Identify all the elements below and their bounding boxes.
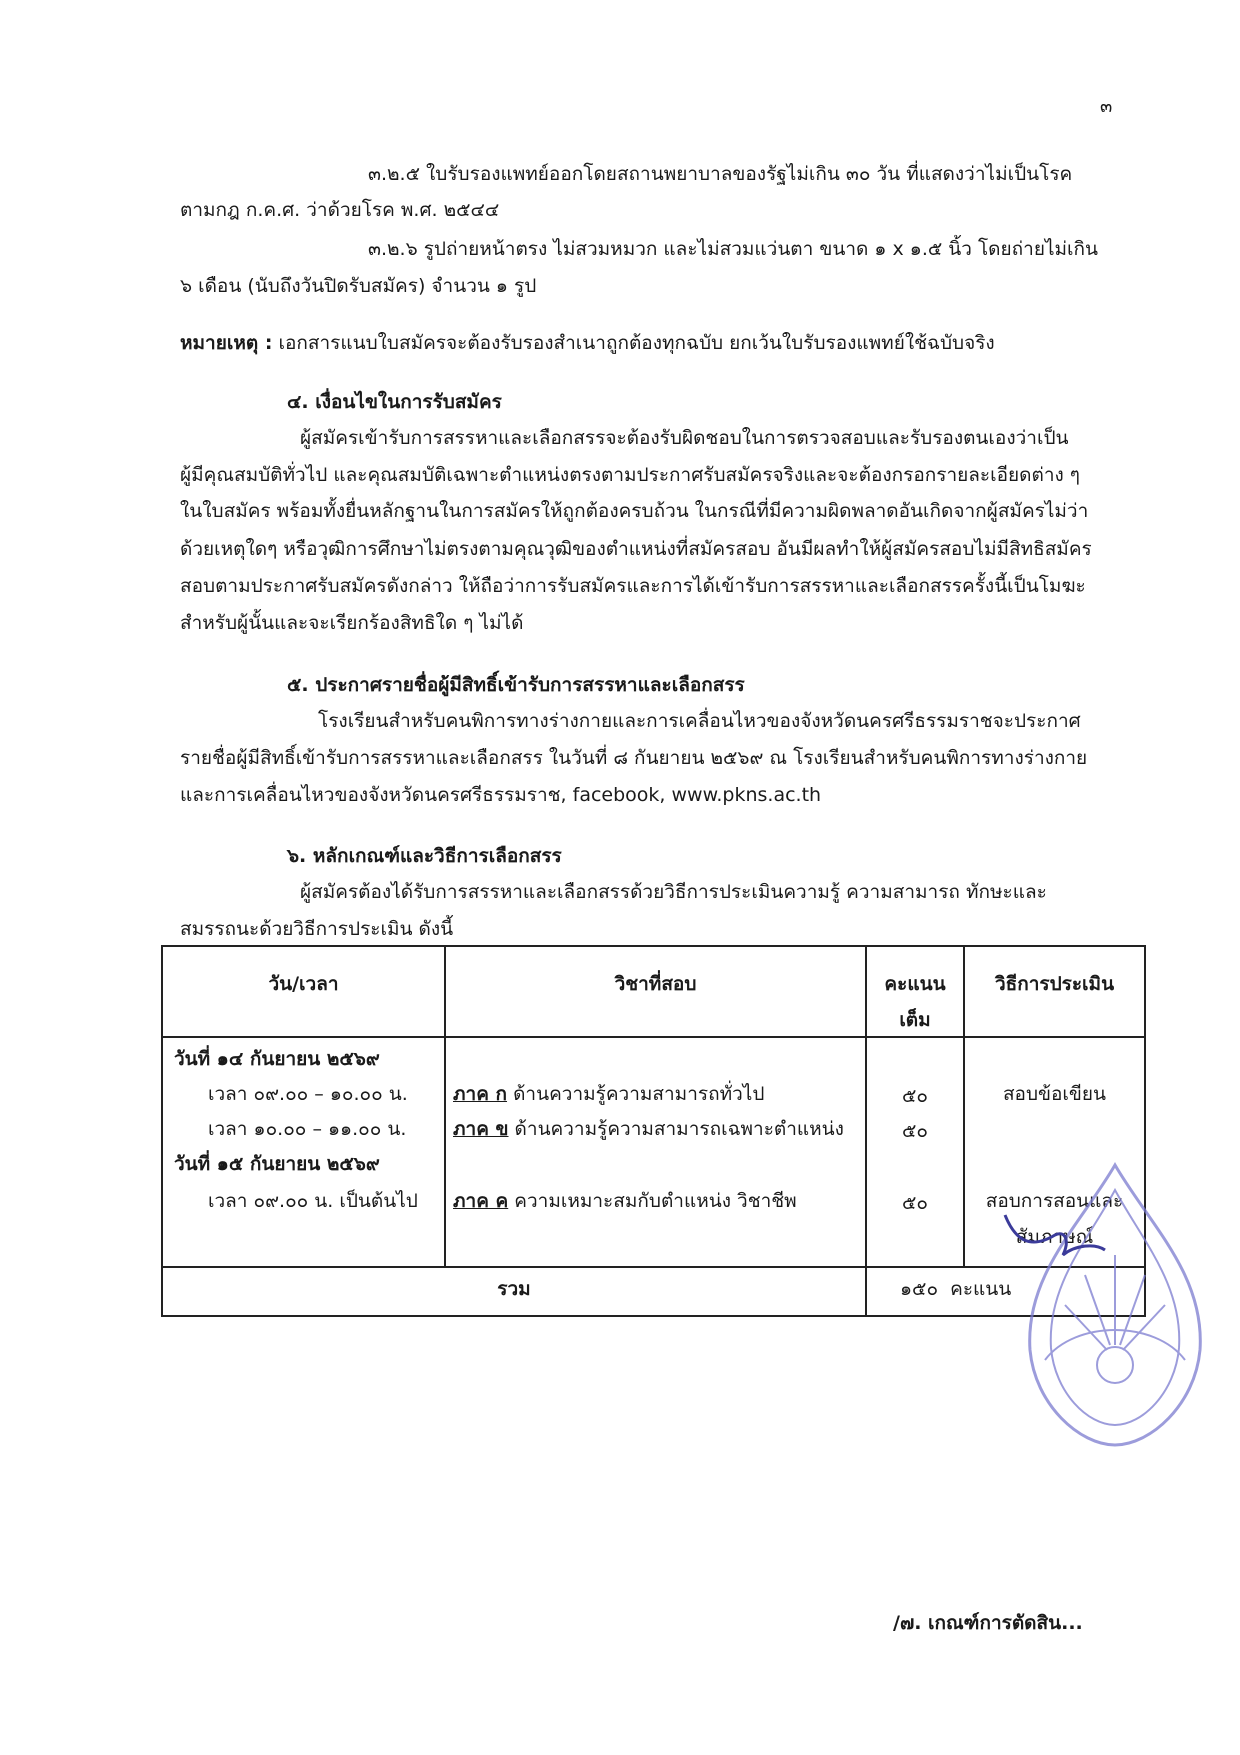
header-datetime: วัน/เวลา bbox=[268, 973, 339, 995]
item-3-2-5-line1: ๓.๒.๕ ใบรับรองแพทย์ออกโดยสถานพยาบาลของรัฐไม่เกิน ๓๐ วัน ที่แสดงว่าไม่เป็นโรค bbox=[368, 163, 1073, 185]
table-border-left bbox=[161, 945, 163, 1317]
item-3-2-6-line2: ๖ เดือน (นับถึงวันปิดรับสมัคร) จำนวน ๑ รูป bbox=[180, 275, 537, 297]
page-number: ๓ bbox=[1100, 96, 1113, 117]
item-3-2-6-line1: ๓.๒.๖ รูปถ่ายหน้าตรง ไม่สวมหมวก และไม่สวมแว่นตา ขนาด ๑ x ๑.๕ นิ้ว โดยถ่ายไม่เกิน bbox=[368, 238, 1099, 260]
section-4-line6: สำหรับผู้นั้นและจะเรียกร้องสิทธิใด ๆ ไม่ได้ bbox=[180, 612, 524, 634]
table-border-header bbox=[161, 1036, 1146, 1038]
section-6-heading: ๖. หลักเกณฑ์และวิธีการเลือกสรร bbox=[287, 845, 562, 867]
total-number: ๑๕๐ bbox=[900, 1278, 939, 1300]
section-6-line1: ผู้สมัครต้องได้รับการสรรหาและเลือกสรรด้วยวิธีการประเมินความรู้ ความสามารถ ทักษะและ bbox=[300, 881, 1047, 903]
score-a: ๕๐ bbox=[902, 1085, 928, 1107]
method-written: สอบข้อเขียน bbox=[1002, 1083, 1107, 1105]
header-score-line2: เต็ม bbox=[899, 1009, 931, 1031]
time-3: เวลา ๐๙.๐๐ น. เป็นต้นไป bbox=[208, 1190, 418, 1212]
method-teaching-line2: สัมภาษณ์ bbox=[1015, 1226, 1094, 1248]
time-2: เวลา ๑๐.๐๐ – ๑๑.๐๐ น. bbox=[208, 1118, 407, 1140]
day-2: วันที่ ๑๕ กันยายน ๒๕๖๙ bbox=[174, 1153, 380, 1175]
section-4-line5: สอบตามประกาศรับสมัครดังกล่าว ให้ถือว่าการรับสมัครและการได้เข้ารับการสรรหาและเลือกสรรครั้งนี้เป็นโมฆะ bbox=[180, 575, 1086, 597]
method-teaching-line1: สอบการสอนและ bbox=[985, 1190, 1124, 1212]
note-line bbox=[180, 334, 995, 353]
section-4-line4: ด้วยเหตุใดๆ หรือวุฒิการศึกษาไม่ตรงตามคุณวุฒิของตำแหน่งที่สมัครสอบ อันมีผลทำให้ผู้สมัครสอบไม่มีสิทธิสมัคร bbox=[180, 538, 1092, 560]
note-text: เอกสารแนบใบสมัครจะต้องรับรองสำเนาถูกต้องทุกฉบับ ยกเว้นใบรับรองแพทย์ใช้ฉบับจริง bbox=[272, 332, 995, 354]
time-1: เวลา ๐๙.๐๐ – ๑๐.๐๐ น. bbox=[208, 1083, 408, 1105]
section-5-line1: โรงเรียนสำหรับคนพิการทางร่างกายและการเคลื่อนไหวของจังหวัดนครศรีธรรมราชจะประกาศ bbox=[318, 710, 1081, 732]
section-5-line2: รายชื่อผู้มีสิทธิ์เข้ารับการสรรหาและเลือกสรร ในวันที่ ๘ กันยายน ๒๕๖๙ ณ โรงเรียนสำหรับคนพิการทางร่างกาย bbox=[180, 747, 1088, 769]
total-unit: คะแนน bbox=[950, 1278, 1012, 1300]
part-b bbox=[453, 1120, 844, 1139]
part-c-label: ภาค ค bbox=[453, 1190, 509, 1212]
note-label: หมายเหตุ : bbox=[180, 332, 273, 354]
signature-stroke bbox=[1005, 1215, 1105, 1255]
item-3-2-5-line2: ตามกฎ ก.ค.ศ. ว่าด้วยโรค พ.ศ. ๒๕๔๔ bbox=[180, 199, 500, 221]
part-b-label: ภาค ข bbox=[453, 1118, 509, 1140]
table-border-top bbox=[161, 945, 1146, 947]
official-seal-stamp bbox=[985, 1145, 1240, 1465]
part-b-text: ด้านความรู้ความสามารถเฉพาะตำแหน่ง bbox=[508, 1118, 844, 1140]
footer-continuation: /๗. เกณฑ์การตัดสิน... bbox=[893, 1612, 1083, 1634]
part-a bbox=[453, 1085, 764, 1104]
section-4-line2: ผู้มีคุณสมบัติทั่วไป และคุณสมบัติเฉพาะตำแหน่งตรงตามประกาศรับสมัครจริงและจะต้องกรอกรายละเอียดต่าง ๆ bbox=[180, 464, 1081, 486]
part-c bbox=[453, 1192, 797, 1211]
section-5-heading: ๕. ประกาศรายชื่อผู้มีสิทธิ์เข้ารับการสรรหาและเลือกสรร bbox=[287, 674, 745, 696]
header-method: วิธีการประเมิน bbox=[994, 973, 1115, 995]
part-a-label: ภาค ก bbox=[453, 1083, 508, 1105]
header-score-line1: คะแนน bbox=[884, 973, 946, 995]
section-4-line1: ผู้สมัครเข้ารับการสรรหาและเลือกสรรจะต้องรับผิดชอบในการตรวจสอบและรับรองตนเองว่าเป็น bbox=[300, 427, 1069, 449]
section-5-line3: และการเคลื่อนไหวของจังหวัดนครศรีธรรมราช, facebook, www.pkns.ac.th bbox=[180, 784, 822, 806]
score-c: ๕๐ bbox=[902, 1192, 928, 1214]
header-subject: วิชาที่สอบ bbox=[614, 973, 697, 995]
section-6-line2: สมรรถนะด้วยวิธีการประเมิน ดังนี้ bbox=[180, 918, 454, 940]
day-1: วันที่ ๑๔ กันยายน ๒๕๖๙ bbox=[174, 1048, 380, 1070]
total-label: รวม bbox=[497, 1278, 531, 1300]
part-c-text: ความเหมาะสมกับตำแหน่ง วิชาชีพ bbox=[508, 1190, 797, 1212]
section-4-heading: ๔. เงื่อนไขในการรับสมัคร bbox=[287, 391, 502, 413]
part-a-text: ด้านความรู้ความสามารถทั่วไป bbox=[507, 1083, 765, 1105]
score-b: ๕๐ bbox=[902, 1120, 928, 1142]
section-4-line3: ในใบสมัคร พร้อมทั้งยื่นหลักฐานในการสมัครให้ถูกต้องครบถ้วน ในกรณีที่มีความผิดพลาดอันเกิดจากผู้สมัครไม่ว่า bbox=[180, 500, 1089, 522]
